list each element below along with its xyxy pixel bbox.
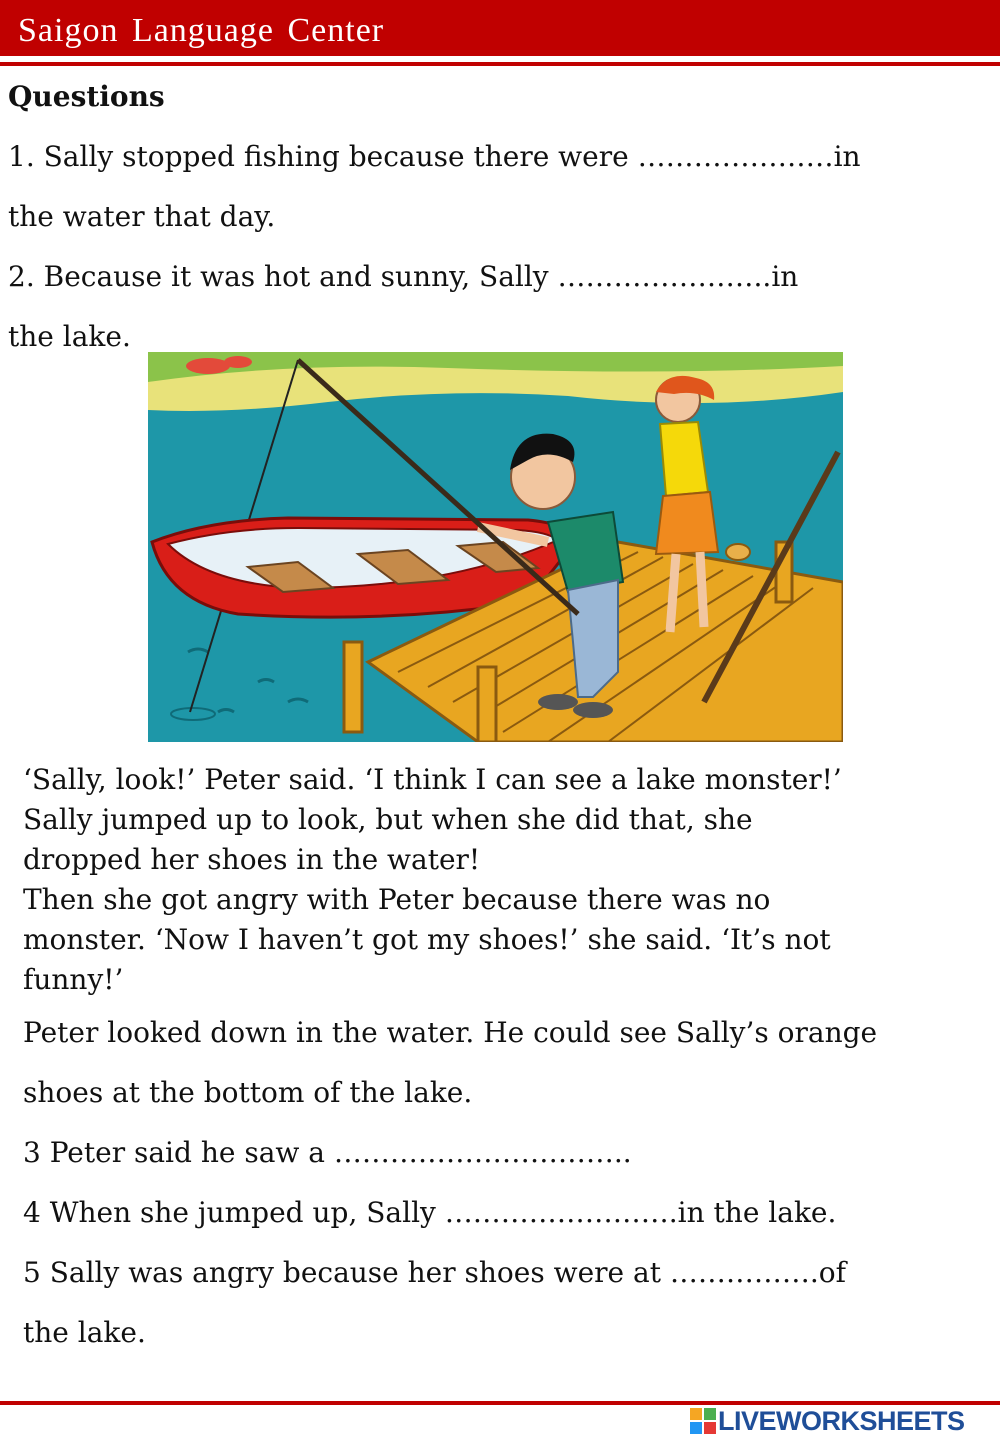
- story-paragraph-1: [23, 760, 842, 1000]
- question-2-line-2: the lake.: [8, 320, 131, 353]
- header-divider: [0, 62, 1000, 66]
- footer-divider: [0, 1401, 1000, 1405]
- liveworksheets-logo-icon: [690, 1408, 716, 1434]
- fishing-illustration: [148, 352, 843, 742]
- brand-text: LIVEWORKSHEETS: [718, 1406, 965, 1436]
- question-5-line-2: the lake.: [23, 1316, 146, 1349]
- story-line: monster. ‘Now I haven’t got my shoes!’ she said. ‘It’s not: [23, 923, 831, 956]
- story-line: dropped her shoes in the water!: [23, 843, 481, 876]
- question-1-line-2: the water that day.: [8, 200, 276, 233]
- story-line: funny!’: [23, 963, 124, 996]
- story-paragraph-2-line-1: Peter looked down in the water. He could see Sally’s orange: [23, 1016, 878, 1049]
- liveworksheets-brand: [690, 1406, 990, 1436]
- header-title: Saigon Language Center: [18, 12, 385, 49]
- story-line: ‘Sally, look!’ Peter said. ‘I think I can see a lake monster!’: [23, 763, 842, 796]
- story-paragraph-2-line-2: shoes at the bottom of the lake.: [23, 1076, 473, 1109]
- header-bar: [0, 0, 1000, 56]
- story-line: Then she got angry with Peter because there was no: [23, 883, 771, 916]
- question-2-line-1: 2. Because it was hot and sunny, Sally …………………..in: [8, 260, 799, 293]
- question-4: 4 When she jumped up, Sally …………………….in the lake.: [23, 1196, 837, 1229]
- question-5-line-1: 5 Sally was angry because her shoes were at …………….of: [23, 1256, 846, 1289]
- question-3: 3 Peter said he saw a …………………………..: [23, 1136, 632, 1169]
- section-heading: Questions: [8, 80, 165, 113]
- question-1-line-1: 1. Sally stopped fishing because there were …………………in: [8, 140, 861, 173]
- story-line: Sally jumped up to look, but when she did that, she: [23, 803, 753, 836]
